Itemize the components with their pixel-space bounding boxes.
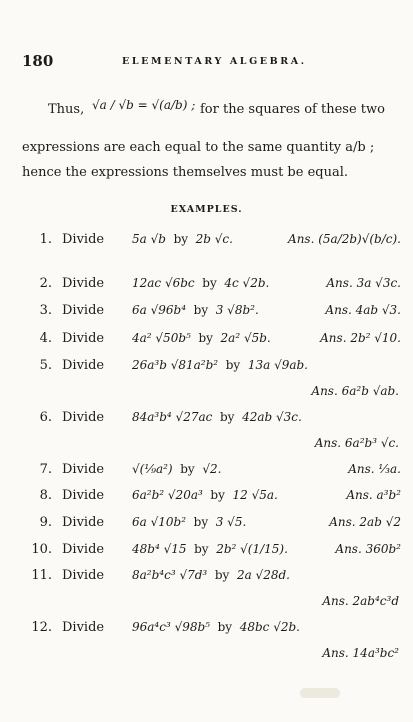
dividend: 96a⁴c³ √98b⁵: [132, 620, 210, 634]
example-answer: [348, 462, 401, 476]
dividend: √(⅑a²): [132, 462, 173, 476]
example-verb: Divide: [62, 488, 105, 503]
divisor: 48bc √2b.: [239, 620, 300, 634]
example-expression: [132, 542, 288, 556]
answer-value: 2ab⁴c³d: [352, 594, 399, 608]
example-expression: [132, 568, 290, 582]
page-smudge: [300, 688, 340, 698]
example-row: [0, 232, 413, 252]
example-row: [0, 515, 413, 535]
by-word: by: [172, 462, 203, 476]
example-answer: [322, 594, 399, 608]
answer-label: Ans.: [288, 232, 319, 246]
example-number: 7.: [39, 462, 52, 477]
answer-value: 2b² √10.: [350, 331, 401, 345]
divisor: 2b² √(1/15).: [216, 542, 288, 556]
example-row: [0, 462, 413, 482]
divisor: 2a √28d.: [236, 568, 290, 582]
dividend: 4a² √50b⁵: [132, 331, 191, 345]
example-verb: Divide: [62, 568, 105, 583]
intro-text: for the squares of these two: [200, 102, 385, 117]
example-verb: Divide: [62, 232, 105, 247]
example-verb: Divide: [62, 276, 105, 291]
example-expression: [132, 620, 300, 634]
example-answer: [335, 542, 401, 556]
answer-label: Ans.: [322, 646, 353, 660]
example-row: [0, 620, 413, 640]
example-number: 11.: [31, 568, 52, 583]
example-row: [0, 276, 413, 296]
example-verb: Divide: [62, 331, 105, 346]
dividend: 6a²b² √20a³: [132, 488, 203, 502]
answer-label: Ans.: [346, 488, 377, 502]
example-expression: [132, 331, 271, 345]
by-word: by: [190, 331, 221, 345]
examples-heading: EXAMPLES.: [170, 204, 243, 215]
by-word: by: [165, 232, 196, 246]
by-word: by: [194, 276, 225, 290]
example-answer: [311, 384, 399, 398]
example-number: 2.: [39, 276, 52, 291]
example-answer: [325, 303, 401, 317]
answer-label: Ans.: [335, 542, 366, 556]
example-row: [0, 358, 413, 378]
intro-line-2: expressions are each equal to the same quantity a/b ;: [22, 140, 375, 155]
answer-label: Ans.: [311, 384, 342, 398]
example-expression: [132, 515, 246, 529]
dividend: 26a³b √81a²b²: [132, 358, 219, 372]
example-expression: [132, 358, 308, 372]
example-verb: Divide: [62, 542, 105, 557]
example-verb: Divide: [62, 303, 105, 318]
answer-label: Ans.: [320, 331, 351, 345]
answer-label: Ans.: [314, 436, 345, 450]
by-word: by: [218, 358, 248, 372]
answer-label: Ans.: [326, 276, 357, 290]
example-expression: [132, 303, 259, 317]
answer-value: 3a √3c.: [356, 276, 401, 290]
by-word: by: [186, 303, 216, 317]
dividend: 5a √b: [132, 232, 166, 246]
answer-value: 4ab √3.: [355, 303, 401, 317]
intro-line-3: hence the expressions themselves must be equal.: [22, 165, 349, 180]
example-number: 10.: [31, 542, 52, 557]
dividend: 8a²b⁴c³ √7d³: [132, 568, 208, 582]
example-verb: Divide: [62, 620, 105, 635]
answer-label: Ans.: [325, 303, 356, 317]
example-answer: [322, 646, 399, 660]
page-number: 180: [22, 52, 54, 70]
example-answer: [329, 515, 401, 529]
divisor: 3 √5.: [215, 515, 247, 529]
by-word: by: [186, 542, 217, 556]
example-expression: [132, 410, 302, 424]
example-number: 6.: [39, 410, 52, 425]
example-number: 5.: [39, 358, 52, 373]
example-row: [0, 568, 413, 588]
intro-label: Thus,: [48, 102, 85, 117]
example-number: 3.: [39, 303, 52, 318]
example-expression: [132, 276, 269, 290]
example-answer: [346, 488, 401, 502]
example-row: [0, 410, 413, 430]
answer-value: 6a²b³ √c.: [344, 436, 399, 450]
example-row: [0, 303, 413, 323]
answer-value: ⅓a.: [378, 462, 401, 476]
example-expression: [132, 488, 278, 502]
example-number: 8.: [39, 488, 52, 503]
dividend: 6a √96b⁴: [132, 303, 187, 317]
divisor: 42ab √3c.: [242, 410, 302, 424]
answer-value: (5a/2b)√(b/c).: [318, 232, 401, 246]
example-verb: Divide: [62, 515, 105, 530]
answer-label: Ans.: [348, 462, 379, 476]
answer-label: Ans.: [329, 515, 360, 529]
example-expression: [132, 462, 221, 476]
example-number: 4.: [39, 331, 52, 346]
divisor: 13a √9ab.: [247, 358, 308, 372]
example-verb: Divide: [62, 462, 105, 477]
dividend: 84a³b⁴ √27ac: [132, 410, 213, 424]
divisor: 12 √5a.: [232, 488, 278, 502]
example-number: 1.: [39, 232, 52, 247]
divisor: 3 √8b².: [215, 303, 259, 317]
running-title: ELEMENTARY ALGEBRA.: [122, 56, 307, 67]
dividend: 12ac √6bc: [132, 276, 195, 290]
example-answer: [288, 232, 401, 246]
answer-value: 360b²: [365, 542, 401, 556]
answer-value: a³b²: [376, 488, 401, 502]
divisor: 4c √2b.: [224, 276, 270, 290]
intro-equation: √a / √b = √(a/b) ;: [92, 98, 196, 112]
by-word: by: [212, 410, 243, 424]
by-word: by: [202, 488, 233, 502]
example-number: 9.: [39, 515, 52, 530]
example-row: [0, 542, 413, 562]
dividend: 6a √10b²: [132, 515, 187, 529]
example-answer: [320, 331, 401, 345]
dividend: 48b⁴ √15: [132, 542, 187, 556]
by-word: by: [210, 620, 240, 634]
answer-value: 14a³bc²: [352, 646, 399, 660]
by-word: by: [207, 568, 237, 582]
divisor: 2a² √5b.: [220, 331, 271, 345]
by-word: by: [186, 515, 216, 529]
example-expression: [132, 232, 233, 246]
example-number: 12.: [31, 620, 52, 635]
divisor: √2.: [202, 462, 222, 476]
divisor: 2b √c.: [195, 232, 233, 246]
answer-label: Ans.: [322, 594, 353, 608]
answer-value: 6a²b √ab.: [341, 384, 399, 398]
example-answer: [315, 436, 399, 450]
example-verb: Divide: [62, 358, 105, 373]
example-verb: Divide: [62, 410, 105, 425]
example-answer: [326, 276, 401, 290]
example-row: [0, 331, 413, 351]
example-row: [0, 488, 413, 508]
answer-value: 2ab √2: [359, 515, 401, 529]
